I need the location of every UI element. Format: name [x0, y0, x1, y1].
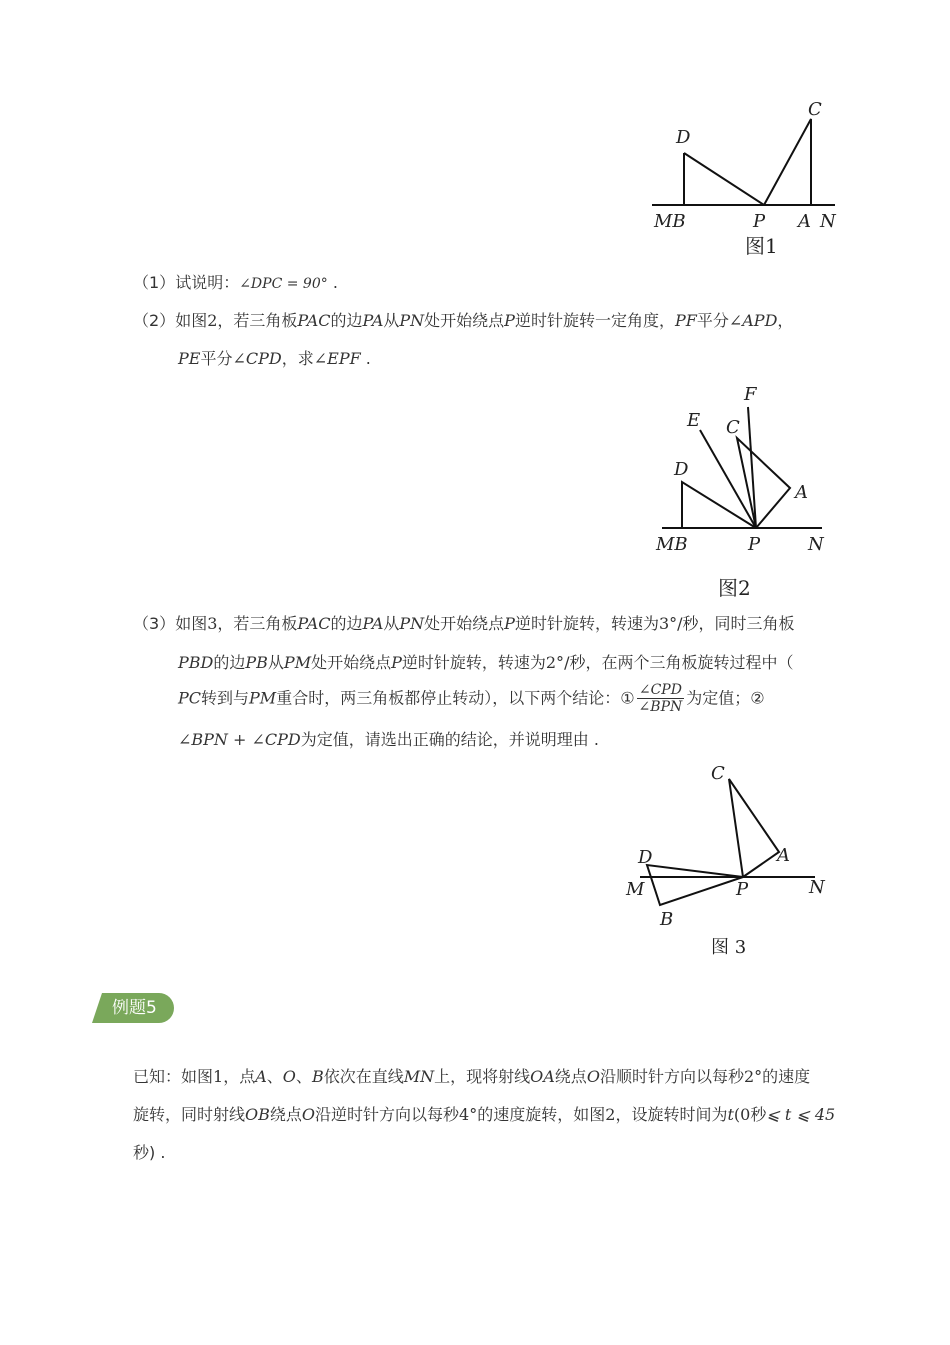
figure-1 [640, 95, 850, 265]
q2-number: （2） [133, 311, 176, 330]
math-run: ∠BPN + ∠CPD [178, 730, 301, 749]
text-run: 、 [266, 1067, 283, 1086]
text-run: 的边 [330, 614, 363, 633]
text-run: 处开始绕点 [424, 614, 505, 633]
math-run: PAC [297, 311, 331, 330]
text-run: 、 [295, 1067, 312, 1086]
text-run: 上，现将射线 [434, 1067, 531, 1086]
text-run: . [360, 349, 371, 368]
example-line-1-runs [133, 1067, 810, 1086]
fraction-numerator: ∠CPD [637, 682, 685, 699]
label-N: N [809, 877, 825, 898]
math-run: PA [362, 614, 384, 633]
q3-line-1-runs [175, 614, 794, 633]
label-C: C [711, 763, 725, 784]
text-run: ，设旋转时间为 [615, 1105, 728, 1124]
text-run: ，点 [223, 1067, 256, 1086]
label-D: D [638, 847, 653, 868]
label-D: D [676, 127, 691, 148]
math-run: OB [245, 1105, 270, 1124]
figure-2 [640, 380, 840, 605]
text-run: /秒，同时三角板 [677, 614, 795, 633]
q3-fraction [637, 682, 685, 715]
number-run: 2° [743, 1067, 763, 1086]
q3-number: （3） [133, 614, 176, 633]
example-line-3-runs [133, 1143, 165, 1162]
example-line-3 [133, 1143, 165, 1163]
text-run: 绕点 [269, 1105, 302, 1124]
math-run: PE [178, 349, 201, 368]
example-line-2-runs [133, 1105, 835, 1124]
text-run: 已知：如图 [133, 1067, 214, 1086]
math-run: P [504, 614, 515, 633]
label-P: P [753, 211, 766, 232]
label-F: F [744, 384, 757, 405]
q1-prefix: 试说明： [175, 273, 240, 292]
number-run: 1 [213, 1067, 224, 1086]
q1-number: （1） [133, 273, 176, 292]
triangle-pac [737, 438, 790, 528]
question-2-line-2 [178, 349, 371, 369]
label-E: E [687, 410, 701, 431]
example-line-1 [133, 1067, 810, 1087]
q1-end: . [327, 273, 338, 292]
text-run: ，若三角板 [217, 311, 298, 330]
figure-2-caption: 图2 [718, 576, 751, 600]
text-run: 依次在直线 [323, 1067, 404, 1086]
text-run: 平分 [200, 349, 233, 368]
triangle-pbd [647, 865, 743, 905]
text-run: 逆时针旋转一定角度， [514, 311, 675, 330]
text-run: 逆时针旋转，转速为 [401, 653, 546, 672]
label-A: A [795, 482, 808, 503]
text-run: 处开始绕点 [424, 311, 505, 330]
label-B: B [660, 909, 674, 930]
math-run: OA [530, 1067, 555, 1086]
math-run: P [504, 311, 515, 330]
text-run: 逆时针旋转，转速为 [514, 614, 659, 633]
example-line-2 [133, 1105, 835, 1125]
number-run: 2 [207, 311, 218, 330]
math-run: PN [399, 614, 425, 633]
triangle-pac [729, 779, 779, 877]
text-run: ， [777, 311, 794, 330]
text-run: 从 [383, 614, 400, 633]
text-run: 沿逆时针方向以每秒 [315, 1105, 460, 1124]
math-run: ∠EPF [313, 349, 361, 368]
math-run: MN [403, 1067, 435, 1086]
number-run: (0 [733, 1105, 751, 1124]
label-P: P [748, 534, 761, 555]
number-run: 3° [658, 614, 678, 633]
math-run: PB [245, 653, 268, 672]
math-run: PAC [297, 614, 331, 633]
text-run: 的边 [330, 311, 363, 330]
math-run: P [391, 653, 402, 672]
question-3-line-1 [133, 614, 795, 634]
label-N: N [808, 534, 824, 555]
label-MB: MB [654, 211, 686, 232]
text-run: 平分 [696, 311, 729, 330]
question-3-line-2 [178, 653, 793, 673]
figure-3 [615, 755, 840, 960]
question-2-line-1 [133, 311, 793, 331]
text-run: 为定值，请选出正确的结论，并说明理由 . [300, 730, 599, 749]
triangle-pac [764, 119, 811, 205]
text-run: 的速度旋转，如图 [477, 1105, 606, 1124]
math-run: PBD [178, 653, 214, 672]
label-C: C [726, 417, 740, 438]
text-run: 如图 [175, 614, 208, 633]
label-D: D [674, 459, 689, 480]
example-badge [92, 993, 174, 1023]
text-run: 旋转，同时射线 [133, 1105, 246, 1124]
triangle-pbd [684, 153, 764, 205]
math-run: PM [283, 653, 312, 672]
math-run: O [282, 1067, 296, 1086]
math-run: B [311, 1067, 324, 1086]
number-run: 4° [459, 1105, 478, 1124]
number-run: 2° [545, 653, 565, 672]
math-run: PC [178, 688, 202, 708]
label-N: N [820, 211, 836, 232]
math-run: ⩽ t ⩽ 45 [766, 1105, 836, 1124]
math-run: ∠CPD [232, 349, 282, 368]
label-A: A [777, 845, 790, 866]
label-MB: MB [656, 534, 688, 555]
q3-line-3-pre [178, 689, 635, 708]
text-run: 沿顺时针方向以每秒 [599, 1067, 744, 1086]
math-run: PA [362, 311, 384, 330]
ray-pe [700, 430, 756, 528]
text-run: 的速度 [762, 1067, 811, 1086]
question-3-line-4 [178, 730, 599, 750]
text-run: 的边 [213, 653, 246, 672]
q2-line-2-runs [178, 349, 371, 368]
text-run: 重合时，两三角板都停止转动），以下两个结论：① [276, 688, 635, 708]
q3-line-2-runs [178, 653, 793, 672]
text-run: 绕点 [554, 1067, 587, 1086]
math-run: O [586, 1067, 600, 1086]
label-A: A [798, 211, 811, 232]
math-run: ∠APD [728, 311, 778, 330]
math-run: t [727, 1105, 734, 1124]
text-run: 秒 [750, 1105, 767, 1124]
triangle-pbd [682, 482, 756, 528]
math-run: A [255, 1067, 267, 1086]
math-run: PF [674, 311, 697, 330]
number-run: 3 [207, 614, 218, 633]
text-run: 秒) . [133, 1143, 166, 1162]
text-run: /秒，在两个三角板旋转过程中（ [564, 653, 794, 672]
question-1 [133, 273, 338, 294]
text-run: 从 [383, 311, 400, 330]
text-run: 从 [267, 653, 284, 672]
text-run: 如图 [175, 311, 208, 330]
figure-3-caption: 图 3 [711, 937, 747, 958]
fraction-denominator: ∠BPN [638, 699, 683, 715]
q3-line-3-post: 为定值；② [686, 688, 765, 708]
number-run: 2 [605, 1105, 616, 1124]
text-run: 处开始绕点 [311, 653, 392, 672]
label-C: C [808, 99, 822, 120]
math-run: PM [249, 688, 277, 708]
label-M: M [626, 879, 645, 900]
text-run: ，若三角板 [217, 614, 298, 633]
q2-line-1-runs [175, 311, 793, 330]
figure-1-caption: 图1 [745, 234, 778, 258]
text-run: 转到与 [201, 688, 250, 708]
question-3-line-3 [178, 682, 765, 718]
math-run: O [301, 1105, 316, 1124]
math-run: PN [399, 311, 425, 330]
q1-math: ∠DPC = 90° [239, 276, 328, 292]
q3-line-4-runs [178, 730, 599, 749]
badge-label: 例题5 [112, 998, 157, 1018]
text-run: ，求 [281, 349, 314, 368]
label-P: P [736, 879, 749, 900]
